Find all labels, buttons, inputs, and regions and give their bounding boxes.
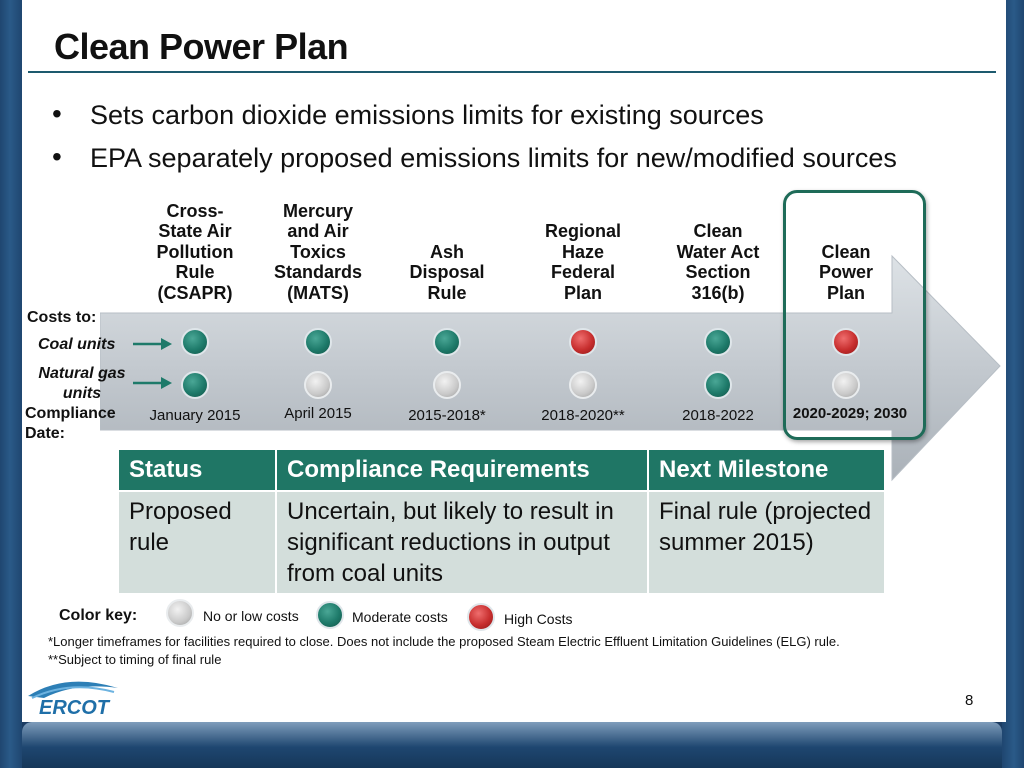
- status-cell: Proposed rule: [118, 491, 276, 594]
- costs-to-label: Costs to:: [27, 309, 97, 326]
- natural-gas-line-2: units: [62, 385, 102, 402]
- column-heading-line: Cross-: [166, 200, 224, 221]
- compliance-line-1: Compliance: [25, 405, 116, 422]
- bullet-text: Sets carbon dioxide emissions limits for existing sources: [90, 100, 764, 130]
- next-milestone-header: Next Milestone: [648, 449, 885, 491]
- footnote-1: *Longer timeframes for facilities required to close. Does not include the proposed Steam Electric Effluent Limitation Guidelines (ELG) rule.: [48, 634, 840, 649]
- compliance-date-label: [25, 404, 116, 444]
- page-number: 8: [965, 692, 974, 709]
- gas-cost-dot: [569, 371, 597, 399]
- gas-cost-dot: [832, 371, 860, 399]
- gas-cost-dot: [433, 371, 461, 399]
- status-table: [117, 448, 886, 595]
- column-heading-line: Power: [818, 262, 874, 282]
- bullet-text: EPA separately proposed emissions limits for new/modified sources: [90, 143, 897, 173]
- column-heading-line: Regional: [544, 221, 621, 241]
- column-heading-line: (CSAPR): [157, 282, 233, 303]
- column-heading-line: Disposal: [409, 262, 485, 282]
- bullet-dot: •: [52, 141, 62, 172]
- coal-cost-dot: [304, 328, 332, 356]
- compliance-requirements-header: Compliance Requirements: [276, 449, 648, 491]
- compliance-date: January 2015: [149, 407, 241, 424]
- ercot-logo: [26, 678, 122, 718]
- column-heading-line: and Air: [287, 221, 349, 241]
- slide-title: Clean Power Plan: [54, 26, 349, 67]
- compliance-date: 2020-2029; 2030: [792, 405, 908, 422]
- column-heading: [658, 221, 778, 303]
- gas-cost-dot: [304, 371, 332, 399]
- coal-cost-dot: [704, 328, 732, 356]
- column-heading-line: Clean: [693, 221, 743, 241]
- compliance-date: 2015-2018*: [408, 407, 486, 424]
- column-heading-line: Plan: [563, 282, 602, 303]
- gas-cost-dot: [704, 371, 732, 399]
- next-milestone-cell: Final rule (projected summer 2015): [648, 491, 885, 594]
- column-heading-line: 316(b): [691, 282, 745, 303]
- key-low-cost-dot: [166, 599, 194, 627]
- compliance-line-2: Date:: [25, 425, 66, 442]
- coal-cost-dot: [433, 328, 461, 356]
- bottom-bar: [22, 722, 1002, 768]
- key-moderate-cost-text: Moderate costs: [352, 609, 448, 625]
- natural-gas-line-1: Natural gas: [38, 365, 126, 382]
- column-heading-line: (MATS): [287, 282, 349, 303]
- column-heading-line: Rule: [175, 262, 215, 282]
- column-heading: [135, 201, 255, 304]
- column-heading-line: Water Act: [676, 241, 760, 262]
- compliance-date: 2018-2020**: [541, 407, 625, 424]
- status-table-row: [118, 491, 885, 594]
- column-heading-line: Section: [685, 262, 751, 282]
- column-heading: [786, 242, 906, 304]
- column-heading-line: Plan: [826, 282, 865, 303]
- key-high-cost-text: High Costs: [504, 611, 573, 627]
- column-heading-line: Ash: [429, 241, 464, 262]
- column-heading-line: Haze: [561, 241, 605, 262]
- color-key-label: Color key:: [59, 607, 138, 624]
- compliance-date: 2018-2022: [682, 407, 754, 424]
- bullet-dot: •: [52, 98, 62, 129]
- coal-units-label: Coal units: [38, 336, 116, 353]
- column-heading: [258, 201, 378, 304]
- footnote-2: **Subject to timing of final rule: [48, 652, 222, 667]
- ercot-logo-text: ERCOT: [39, 697, 109, 718]
- column-heading-line: Toxics: [290, 241, 346, 262]
- compliance-requirements-cell: Uncertain, but likely to result in significant reductions in output from coal units: [276, 491, 648, 594]
- column-heading: [387, 242, 507, 304]
- coal-cost-dot: [181, 328, 209, 356]
- title-divider: [28, 71, 996, 73]
- coal-cost-dot: [569, 328, 597, 356]
- column-heading-line: Rule: [427, 282, 467, 303]
- column-heading-line: Federal: [550, 262, 616, 282]
- compliance-date: April 2015: [284, 405, 352, 422]
- key-low-cost-text: No or low costs: [203, 608, 299, 624]
- column-heading-line: Clean: [821, 241, 871, 262]
- gas-pointer-arrow: [131, 375, 173, 391]
- gas-cost-dot: [181, 371, 209, 399]
- column-heading-line: Standards: [273, 262, 363, 282]
- natural-gas-units-label: [34, 364, 130, 404]
- status-header: Status: [118, 449, 276, 491]
- coal-cost-dot: [832, 328, 860, 356]
- key-high-cost-dot: [467, 603, 495, 631]
- status-table-header-row: [118, 449, 885, 491]
- coal-pointer-arrow: [131, 336, 173, 352]
- column-heading-line: Pollution: [156, 241, 234, 262]
- column-heading-line: State Air: [158, 221, 232, 241]
- column-heading-line: Mercury: [282, 200, 354, 221]
- key-moderate-cost-dot: [316, 601, 344, 629]
- clean-power-plan-highlight: [783, 190, 926, 440]
- column-heading: [523, 221, 643, 303]
